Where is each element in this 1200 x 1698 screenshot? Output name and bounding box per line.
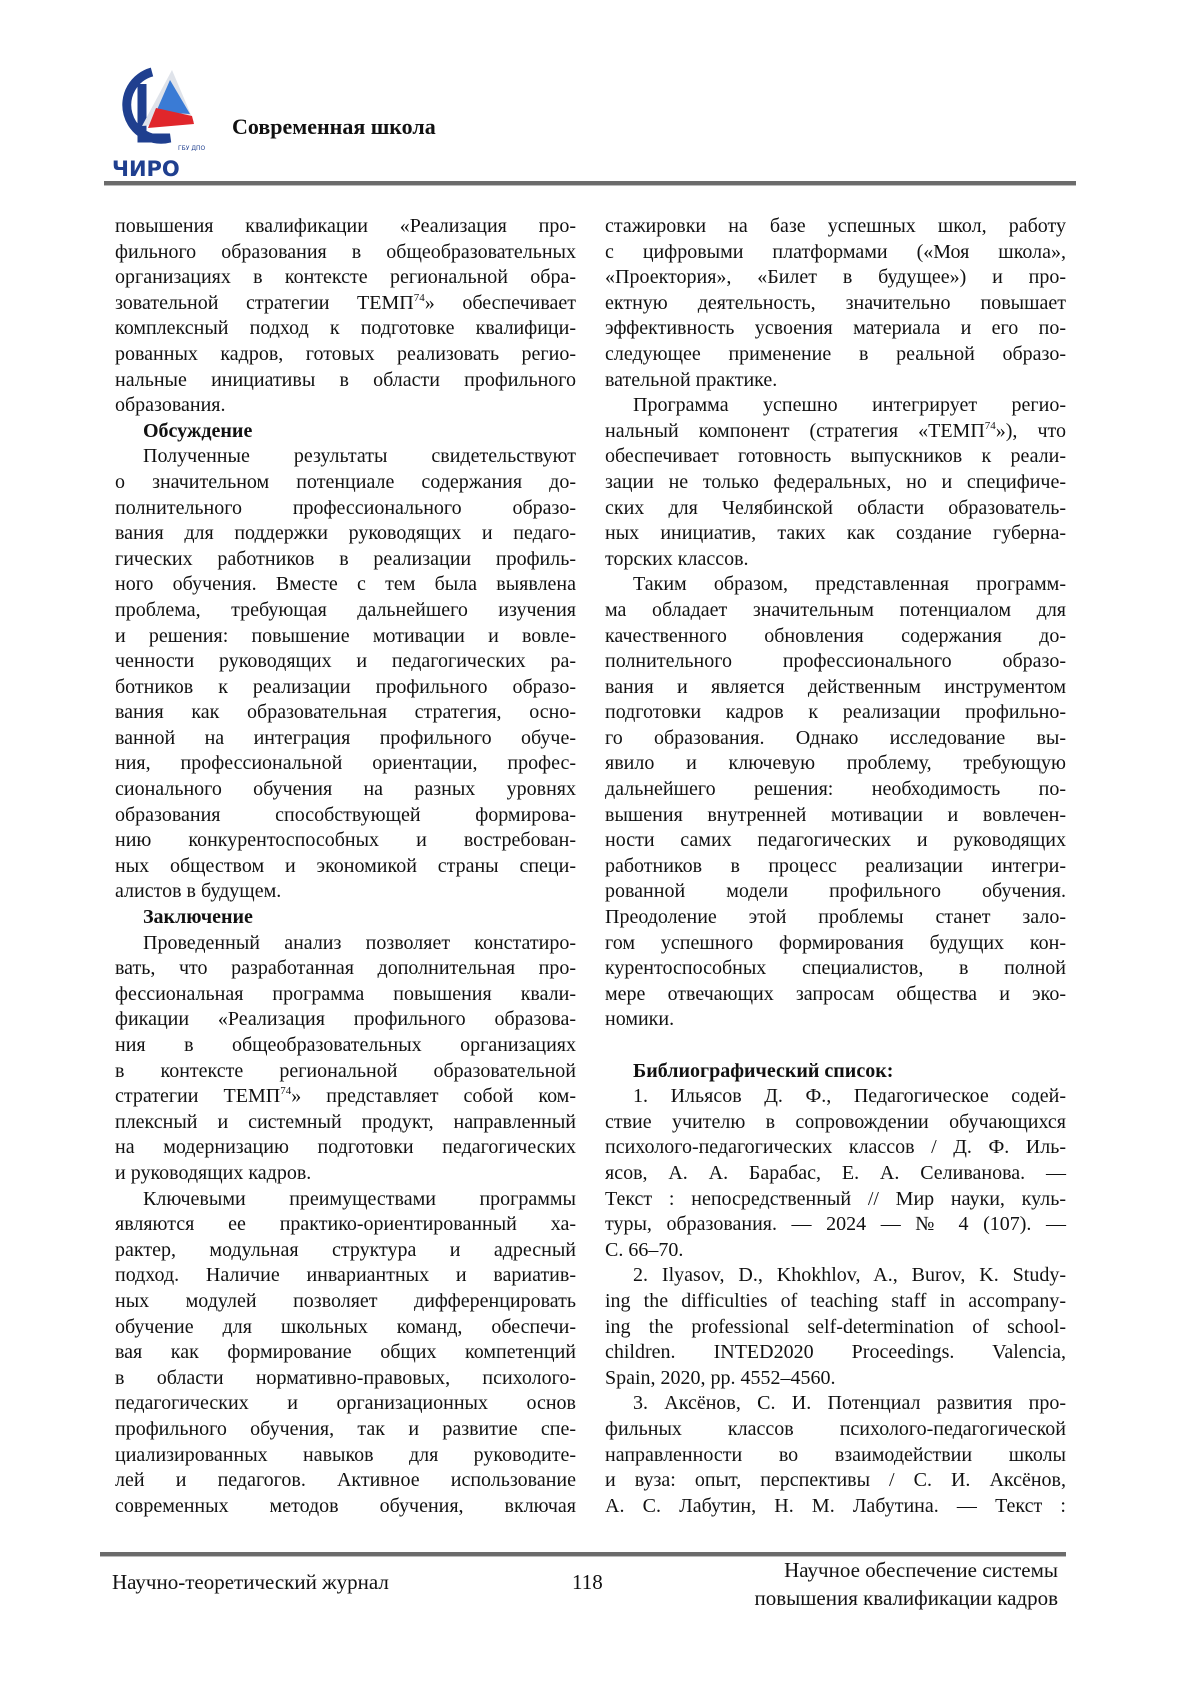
paragraph [605,1084,1066,1263]
text-line: проблема, требующая дальнейшего изучения [115,598,576,624]
paragraph [605,1263,1066,1391]
text-line: работников в процесс реализации интегри- [605,854,1066,880]
text-line: зации не только федеральных, но и специфиче- [605,470,1066,496]
text-line: ма обладает значительным потенциалом для [605,598,1066,624]
text-line: рованных кадров, готовых реализовать регио- [115,342,576,368]
text-line: нальный компонент (стратегия «ТЕМП74»), что [605,419,1066,445]
text-line: ченности руководящих и педагогических ра- [115,649,576,675]
text-line: ных модулей позволяет дифференцировать [115,1289,576,1315]
text-line: Полученные результаты свидетельствуют [115,444,576,470]
text-line: нальные инициативы в области профильного [115,368,576,394]
text-line: ния в общеобразовательных организациях [115,1033,576,1059]
text-line: стратегии ТЕМП74» представляет собой ком- [115,1084,576,1110]
text-line: ванной на интеграция профильного обуче- [115,726,576,752]
text-line: вания как образовательная стратегия, осно- [115,700,576,726]
text-line: обучение для школьных команд, обеспечи- [115,1315,576,1341]
text-line: рактер, модульная структура и адресный [115,1238,576,1264]
text-line: циализированных навыков для руководите- [115,1443,576,1469]
text-line: обеспечивает готовность выпускников к реали- [605,444,1066,470]
paragraph [115,444,576,905]
text-line: рованной модели профильного обучения. [605,879,1066,905]
left-column [115,214,576,1519]
spacer [605,1033,1066,1059]
text-line: с цифровыми платформами («Моя школа», [605,240,1066,266]
text-line: ектную деятельность, значительно повышает [605,291,1066,317]
text-line: стажировки на базе успешных школ, работу [605,214,1066,240]
text-line: номики. [605,1007,1066,1033]
text-line: современных методов обучения, включая [115,1494,576,1520]
text-line: вания и является действенным инструментом [605,675,1066,701]
paragraph [605,572,1066,1033]
text-line: Ключевыми преимуществами программы [115,1187,576,1213]
text-line: подход. Наличие инвариантных и вариатив- [115,1263,576,1289]
text-line: организациях в контексте региональной обра- [115,265,576,291]
text-line: фильных классов психолого-педагогической [605,1417,1066,1443]
paragraph [115,1187,576,1520]
logo-text: ЧИРО [112,157,180,180]
section-heading: Обсуждение [115,419,576,445]
page-number: 118 [572,1570,603,1595]
paragraph [605,393,1066,572]
text-line: туры, образования. — 2024 — № 4 (107). — [605,1212,1066,1238]
text-line: алистов в будущем. [115,879,576,905]
text-line: полнительного профессионального образо- [605,649,1066,675]
text-line: вания для поддержки руководящих и педаго- [115,521,576,547]
footer-section [754,1556,1058,1612]
text-line: го образования. Однако исследование вы- [605,726,1066,752]
logo-subtext: ГБУ ДПО [178,145,206,152]
text-line: ясов, А. А. Барабас, Е. А. Селиванова. — [605,1161,1066,1187]
text-line: Таким образом, представленная программ- [605,572,1066,598]
text-line: полнительного профессионального образо- [115,496,576,522]
text-line: курентоспособных специалистов, в полной [605,956,1066,982]
text-line: children. INTED2020 Proceedings. Valencia, [605,1340,1066,1366]
text-line: ботников к реализации профильного образо- [115,675,576,701]
text-line: эффективность усвоения материала и его по- [605,316,1066,342]
text-line: Программа успешно интегрирует регио- [605,393,1066,419]
text-line: гом успешного формирования будущих кон- [605,931,1066,957]
text-line: явило и ключевую проблему, требующую [605,751,1066,777]
text-line: фессиональная программа повышения квали- [115,982,576,1008]
right-column [605,214,1066,1519]
text-line: качественного обновления содержания до- [605,624,1066,650]
text-line: Spain, 2020, pp. 4552–4560. [605,1366,1066,1392]
text-line: педагогических и организационных основ [115,1391,576,1417]
section-heading: Заключение [115,905,576,931]
text-line: ных инициатив, таких как создание губерна- [605,521,1066,547]
text-line: и руководящих кадров. [115,1161,576,1187]
text-line: вая как формирование общих компетенций [115,1340,576,1366]
text-line: Преодоление этой проблемы станет зало- [605,905,1066,931]
text-line: Текст : непосредственный // Мир науки, куль- [605,1187,1066,1213]
text-line: гических работников в реализации профиль- [115,547,576,573]
text-line: 2. Ilyasov, D., Khokhlov, A., Burov, K. Study- [605,1263,1066,1289]
text-line: фильного образования в общеобразовательных [115,240,576,266]
text-line: мере отвечающих запросам общества и эко- [605,982,1066,1008]
text-line: 3. Аксёнов, С. И. Потенциал развития про- [605,1391,1066,1417]
text-line: в контексте региональной образовательной [115,1059,576,1085]
text-line: вательной практике. [605,368,1066,394]
text-line: ности самих педагогических и руководящих [605,828,1066,854]
text-line: ских для Челябинской области образователь- [605,496,1066,522]
text-line: профильного обучения, так и развитие спе- [115,1417,576,1443]
text-line: повышения квалификации «Реализация про- [115,214,576,240]
text-line: 1. Ильясов Д. Ф., Педагогическое содей- [605,1084,1066,1110]
footnote-mark: 74 [414,292,425,304]
section-heading: Библиографический список: [605,1059,1066,1085]
text-line: ния, профессиональной ориентации, профес- [115,751,576,777]
paragraph [115,214,576,419]
text-line: лей и педагогов. Активное использование [115,1468,576,1494]
journal-title: Современная школа [232,114,436,140]
text-line: вышения внутренней мотивации и вовлечен- [605,803,1066,829]
chiro-logo [112,64,208,180]
footnote-mark: 74 [280,1085,291,1097]
text-line: ствие учителю в сопровождении обучающихся [605,1110,1066,1136]
text-line: подготовки кадров к реализации профильно- [605,700,1066,726]
text-line: в области нормативно-правовых, психолого- [115,1366,576,1392]
text-line: следующее применение в реальной образо- [605,342,1066,368]
paragraph [605,214,1066,393]
text-line: «Проектория», «Билет в будущее») и про- [605,265,1066,291]
text-line: Проведенный анализ позволяет констатиро- [115,931,576,957]
text-line: ing the difficulties of teaching staff in accompany- [605,1289,1066,1315]
text-line: направленности во взаимодействии школы [605,1443,1066,1469]
text-line: торских классов. [605,547,1066,573]
text-line: о значительном потенциале содержания до- [115,470,576,496]
footer-section-line2: повышения квалификации кадров [754,1584,1058,1612]
header-divider [104,181,1076,186]
text-line: комплексный подход к подготовке квалифици- [115,316,576,342]
text-line: психолого-педагогических классов / Д. Ф. Иль- [605,1135,1066,1161]
footnote-mark: 74 [985,420,996,432]
text-line: плексный и системный продукт, направленный [115,1110,576,1136]
paragraph [605,1391,1066,1519]
paragraph [115,931,576,1187]
text-line: вать, что разработанная дополнительная про- [115,956,576,982]
text-line: и вуза: опыт, перспективы / С. И. Аксёнов, [605,1468,1066,1494]
text-line: на модернизацию подготовки педагогических [115,1135,576,1161]
text-line: дальнейшего решения: необходимость по- [605,777,1066,803]
text-line: образования способствующей формирова- [115,803,576,829]
text-line: С. 66–70. [605,1238,1066,1264]
footer-section-line1: Научное обеспечение системы [754,1556,1058,1584]
text-line: образования. [115,393,576,419]
text-line: А. С. Лабутин, Н. М. Лабутина. — Текст : [605,1494,1066,1520]
text-line: ного обучения. Вместе с тем была выявлена [115,572,576,598]
text-line: ing the professional self-determination of school- [605,1315,1066,1341]
footer-journal-type: Научно-теоретический журнал [112,1570,389,1595]
text-line: ных обществом и экономикой страны специ- [115,854,576,880]
text-line: являются ее практико-ориентированный ха- [115,1212,576,1238]
text-line: и решения: повышение мотивации и вовле- [115,624,576,650]
text-line: нию конкурентоспособных и востребован- [115,828,576,854]
text-line: фикации «Реализация профильного образова- [115,1007,576,1033]
text-line: зовательной стратегии ТЕМП74» обеспечивает [115,291,576,317]
text-line: сионального обучения на разных уровнях [115,777,576,803]
